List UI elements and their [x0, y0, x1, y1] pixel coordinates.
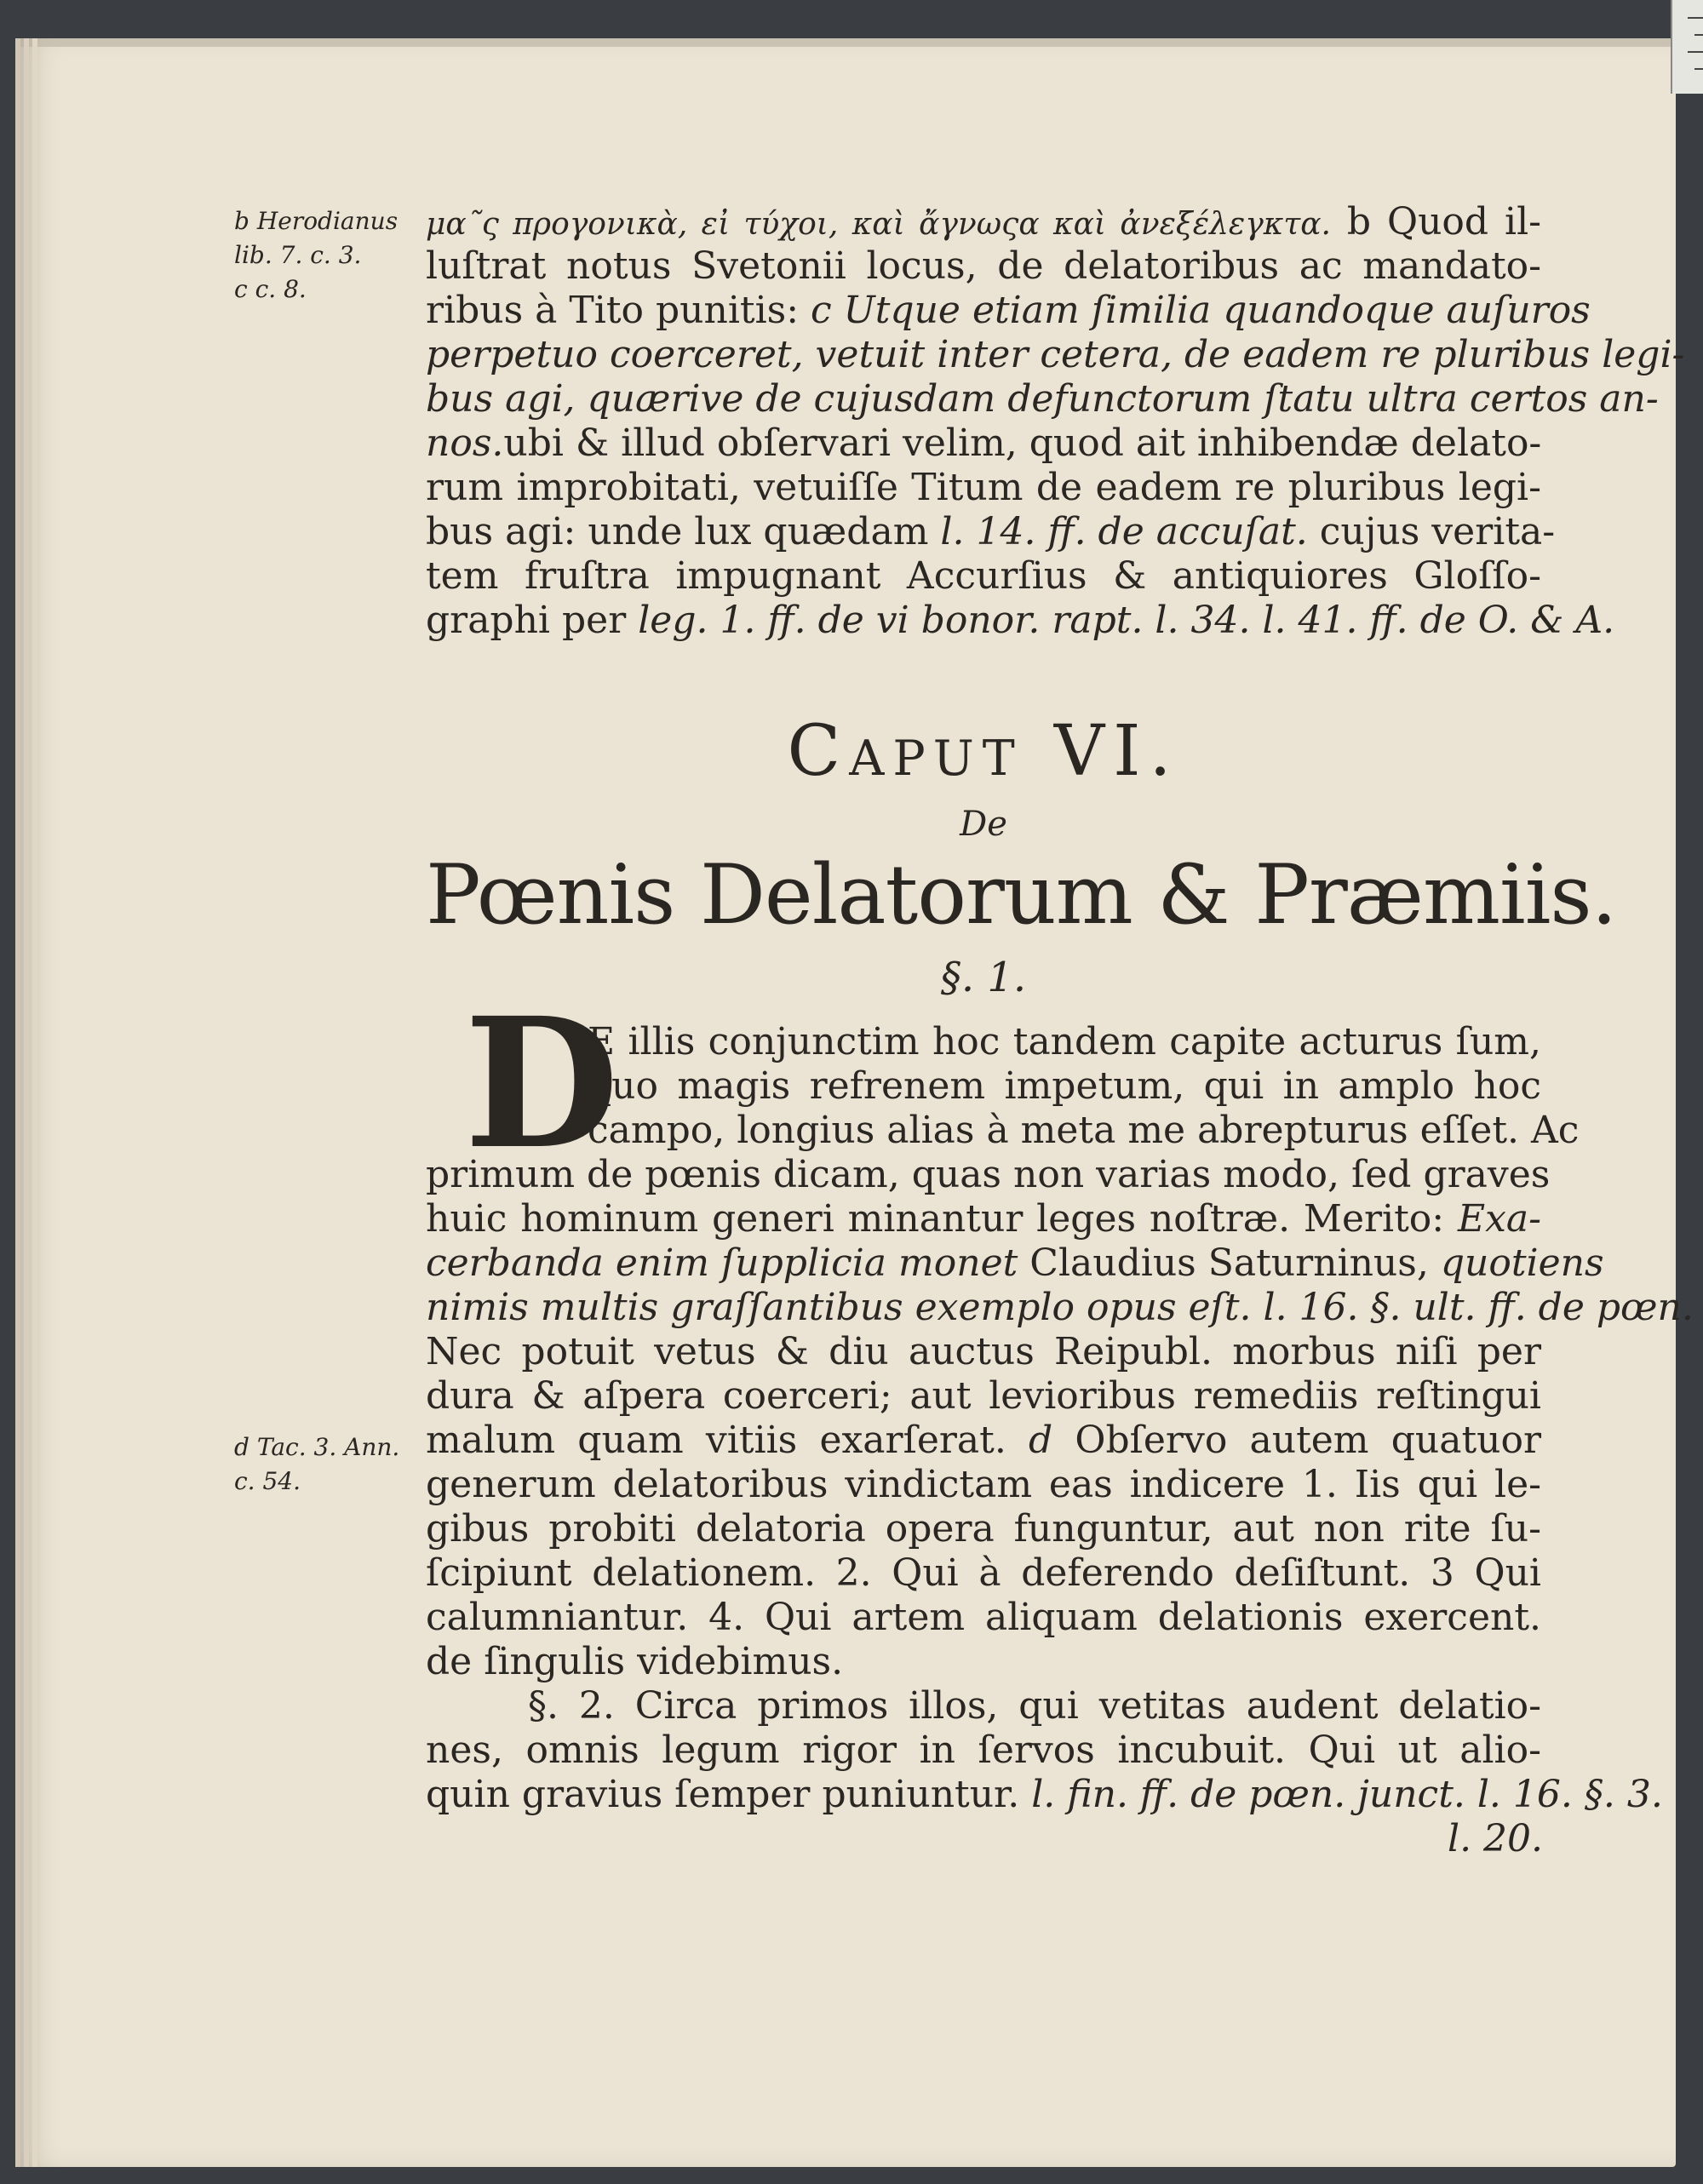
page-gutter	[32, 38, 37, 2167]
text-line: dura & aſpera coerceri; aut levioribus remediis reſtingui	[426, 1374, 1541, 1418]
text-line: ribus à Tito punitis: c Utque etiam ſimilia quandoque auſuros	[426, 289, 1591, 332]
text-line: huic hominum generi minantur leges noſtræ. Merito: Exa-	[426, 1197, 1541, 1241]
section-marker: §. 1.	[940, 954, 1027, 1001]
text-line: campo, longius alias à meta me abrepturus eſſet. Ac	[588, 1109, 1580, 1152]
text-line: cerbanda enim ſupplicia monet Claudius Saturninus, quotiens	[426, 1241, 1604, 1285]
margin-note: d Tac. 3. Ann.	[234, 1433, 400, 1461]
text-line: nimis multis graſſantibus exemplo opus eſt. l. 16. §. ult. ff. de pœn.	[426, 1286, 1694, 1329]
text-line: §. 2. Circa primos illos, qui vetitas audent delatio-	[528, 1684, 1541, 1728]
text-line: bus agi: unde lux quædam l. 14. ff. de accuſat. cujus verita-	[426, 510, 1556, 553]
page-gutter	[15, 38, 20, 2167]
drop-cap: D	[464, 978, 620, 1189]
margin-note: c. 54.	[234, 1467, 301, 1495]
chapter-number: Caput VI.	[787, 711, 1180, 792]
chapter-de: De	[960, 805, 1007, 844]
text-line: primum de pœnis dicam, quas non varias modo, ſed graves	[426, 1153, 1551, 1196]
text-line: bus agi, quærive de cujusdam defunctorum ſtatu ultra certos an-	[426, 377, 1659, 421]
page-top-edge	[15, 38, 1676, 47]
page-gutter	[24, 38, 29, 2167]
text-line: gibus probiti delatoria opera funguntur, aut non rite ſu-	[426, 1507, 1541, 1551]
text-line: malum quam vitiis exarſerat. d Obſervo autem quatuor	[426, 1419, 1541, 1462]
text-line: rum improbitati, vetuiſſe Titum de eadem re pluribus legi-	[426, 466, 1541, 509]
margin-note: c c. 8.	[234, 275, 307, 303]
text-line: μα῀ς προγονικὰ, εἰ τύχοι, καὶ ἄγνωςα καὶ ἀνεξέλεγκτα. b Quod il-	[426, 200, 1542, 244]
catchword: l. 20.	[1448, 1817, 1544, 1860]
margin-note: b Herodianus	[234, 207, 399, 235]
text-line: de ſingulis videbimus.	[426, 1640, 844, 1683]
text-line: ſcipiunt delationem. 2. Qui à deferendo deſiſtunt. 3 Qui	[426, 1551, 1541, 1595]
chapter-title: Pœnis Delatorum & Præmiis.	[426, 847, 1617, 943]
scale-ruler	[1671, 0, 1703, 94]
margin-note: lib. 7. c. 3.	[234, 241, 362, 269]
text-line: nos.ubi & illud obſervari velim, quod ait inhibendæ delato-	[426, 421, 1542, 465]
text-line: luſtrat notus Svetonii locus, de delatoribus ac mandato-	[426, 244, 1541, 288]
text-line: generum delatoribus vindictam eas indicere 1. Iis qui le-	[426, 1463, 1541, 1506]
text-line: perpetuo coerceret, vetuit inter cetera, de eadem re pluribus legi-	[426, 333, 1685, 376]
text-line: tem fruſtra impugnant Accurſius & antiquiores Gloſſo-	[426, 554, 1541, 598]
text-line: Nec potuit vetus & diu auctus Reipubl. morbus niſi per	[426, 1330, 1541, 1373]
text-line: nes, omnis legum rigor in ſervos incubuit. Qui ut alio-	[426, 1728, 1541, 1772]
text-line: calumniantur. 4. Qui artem aliquam delationis exercent.	[426, 1596, 1541, 1639]
text-line: quin gravius ſemper puniuntur. l. fin. ff. de pœn. junct. l. 16. §. 3.	[426, 1773, 1663, 1816]
text-line: E illis conjunctim hoc tandem capite acturus ſum,	[588, 1020, 1541, 1063]
text-line: graphi per leg. 1. ff. de vi bonor. rapt. l. 34. l. 41. ff. de O. & A.	[426, 599, 1615, 642]
text-line: quo magis refrenem impetum, qui in amplo hoc	[588, 1064, 1541, 1108]
